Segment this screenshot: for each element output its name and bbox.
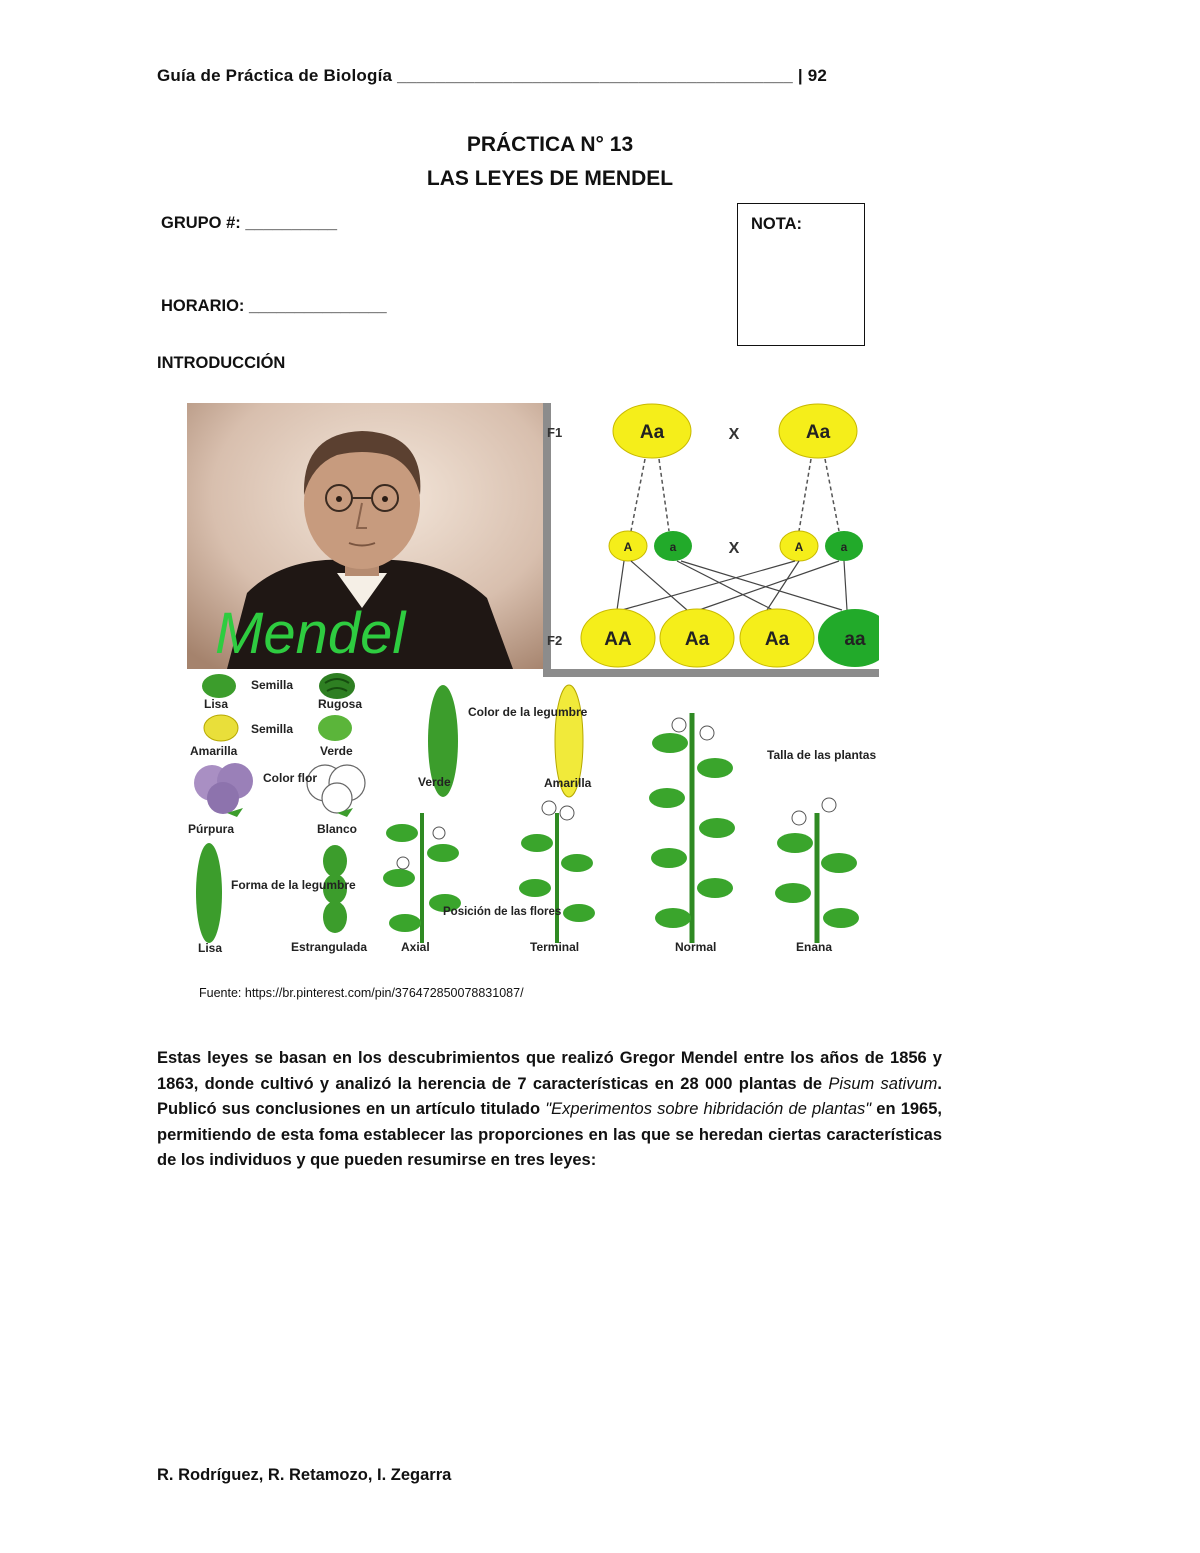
smooth-pod-icon (196, 843, 222, 943)
flower-color-title: Color flor (263, 771, 317, 785)
cross-symbol-top: X (728, 426, 740, 443)
nota-label: NOTA: (751, 215, 803, 233)
flower-position-title: Posición de las flores (443, 906, 562, 918)
wrinkled-seed-icon (319, 673, 355, 699)
page-header: Guía de Práctica de Biología _________________________________________ | 92 (157, 66, 828, 85)
green-seed-icon (318, 715, 352, 741)
species-name: Pisum sativum (828, 1074, 938, 1093)
pod-shape-b: Estrangulada (291, 940, 368, 954)
practice-number-title: PRÁCTICA N° 13 (466, 133, 634, 156)
flower-position-b: Terminal (530, 940, 580, 954)
smooth-seed-icon (202, 674, 236, 698)
gamete-a1-label: A (623, 540, 633, 554)
f1-label: F1 (547, 425, 563, 440)
pod-color-b: Amarilla (544, 776, 592, 790)
flower-color-a: Púrpura (188, 822, 235, 836)
seven-traits-panel (187, 673, 879, 954)
plant-height-b: Enana (796, 940, 833, 954)
pod-color-a: Verde (418, 775, 451, 789)
f2-label: F2 (547, 633, 563, 648)
article-title: "Experimentos sobre hibridación de plantas" (545, 1100, 872, 1118)
gamete-b1-label: a (669, 540, 677, 554)
page-footer: R. Rodríguez, R. Retamozo, I. Zegarra (157, 1466, 452, 1484)
seed-shape-title: Semilla (251, 678, 294, 692)
flower-color-b: Blanco (317, 822, 358, 836)
mendel-figure (187, 403, 879, 954)
pod-shape-a: Lisa (198, 941, 223, 954)
figure-source: Fuente: https://br.pinterest.com/pin/376472850078831087/ (199, 986, 524, 1000)
seed-color-a: Amarilla (190, 744, 238, 758)
offspring-3-label: Aa (764, 629, 790, 650)
seed-color-b: Verde (320, 744, 353, 758)
seed-color-title: Semilla (251, 722, 294, 736)
gamete-b2-label: a (840, 540, 848, 554)
pod-color-title: Color de la legumbre (468, 705, 588, 719)
intro-paragraph: Estas leyes se basan en los descubrimientos que realizó Gregor Mendel entre los años de 1856 y 1863, donde cultivó y analizó la herencia de 7 características en 28 000 plantas de Pisum sativum. Publicó sus conclusiones en un artículo titulado "Experimentos sobre hibridación de plantas" en 1965, permitiendo de esta foma establecer las proporciones en las que se heredan ciertas características de los individuos y que pueden resumirse en tres leyes: (157, 1049, 942, 1169)
mendel-portrait (187, 403, 543, 669)
offspring-1-label: AA (604, 629, 632, 650)
plant-height-title: Talla de las plantas (767, 748, 877, 762)
section-heading: INTRODUCCIÓN (157, 354, 286, 372)
seed-shape-b: Rugosa (318, 697, 363, 711)
seed-shape-a: Lisa (204, 697, 229, 711)
flower-position-a: Axial (401, 940, 430, 954)
gamete-a2-label: A (794, 540, 804, 554)
practice-topic-title: LAS LEYES DE MENDEL (426, 167, 674, 190)
pod-shape-title: Forma de la legumbre (231, 878, 356, 892)
yellow-seed-icon (204, 715, 238, 741)
cross-symbol-middle: X (728, 540, 740, 557)
grupo-field: GRUPO #: __________ (161, 214, 338, 232)
monohybrid-cross-diagram (547, 403, 879, 669)
parent-1-label: Aa (639, 422, 665, 443)
plant-height-a: Normal (675, 940, 717, 954)
mendel-figure-svg (187, 403, 879, 954)
offspring-2-label: Aa (684, 629, 710, 650)
mendel-caption: Mendel (215, 601, 406, 666)
nota-box (737, 203, 865, 346)
offspring-4-label: aa (844, 629, 866, 650)
horario-field: HORARIO: _______________ (161, 297, 387, 315)
parent-2-label: Aa (805, 422, 831, 443)
